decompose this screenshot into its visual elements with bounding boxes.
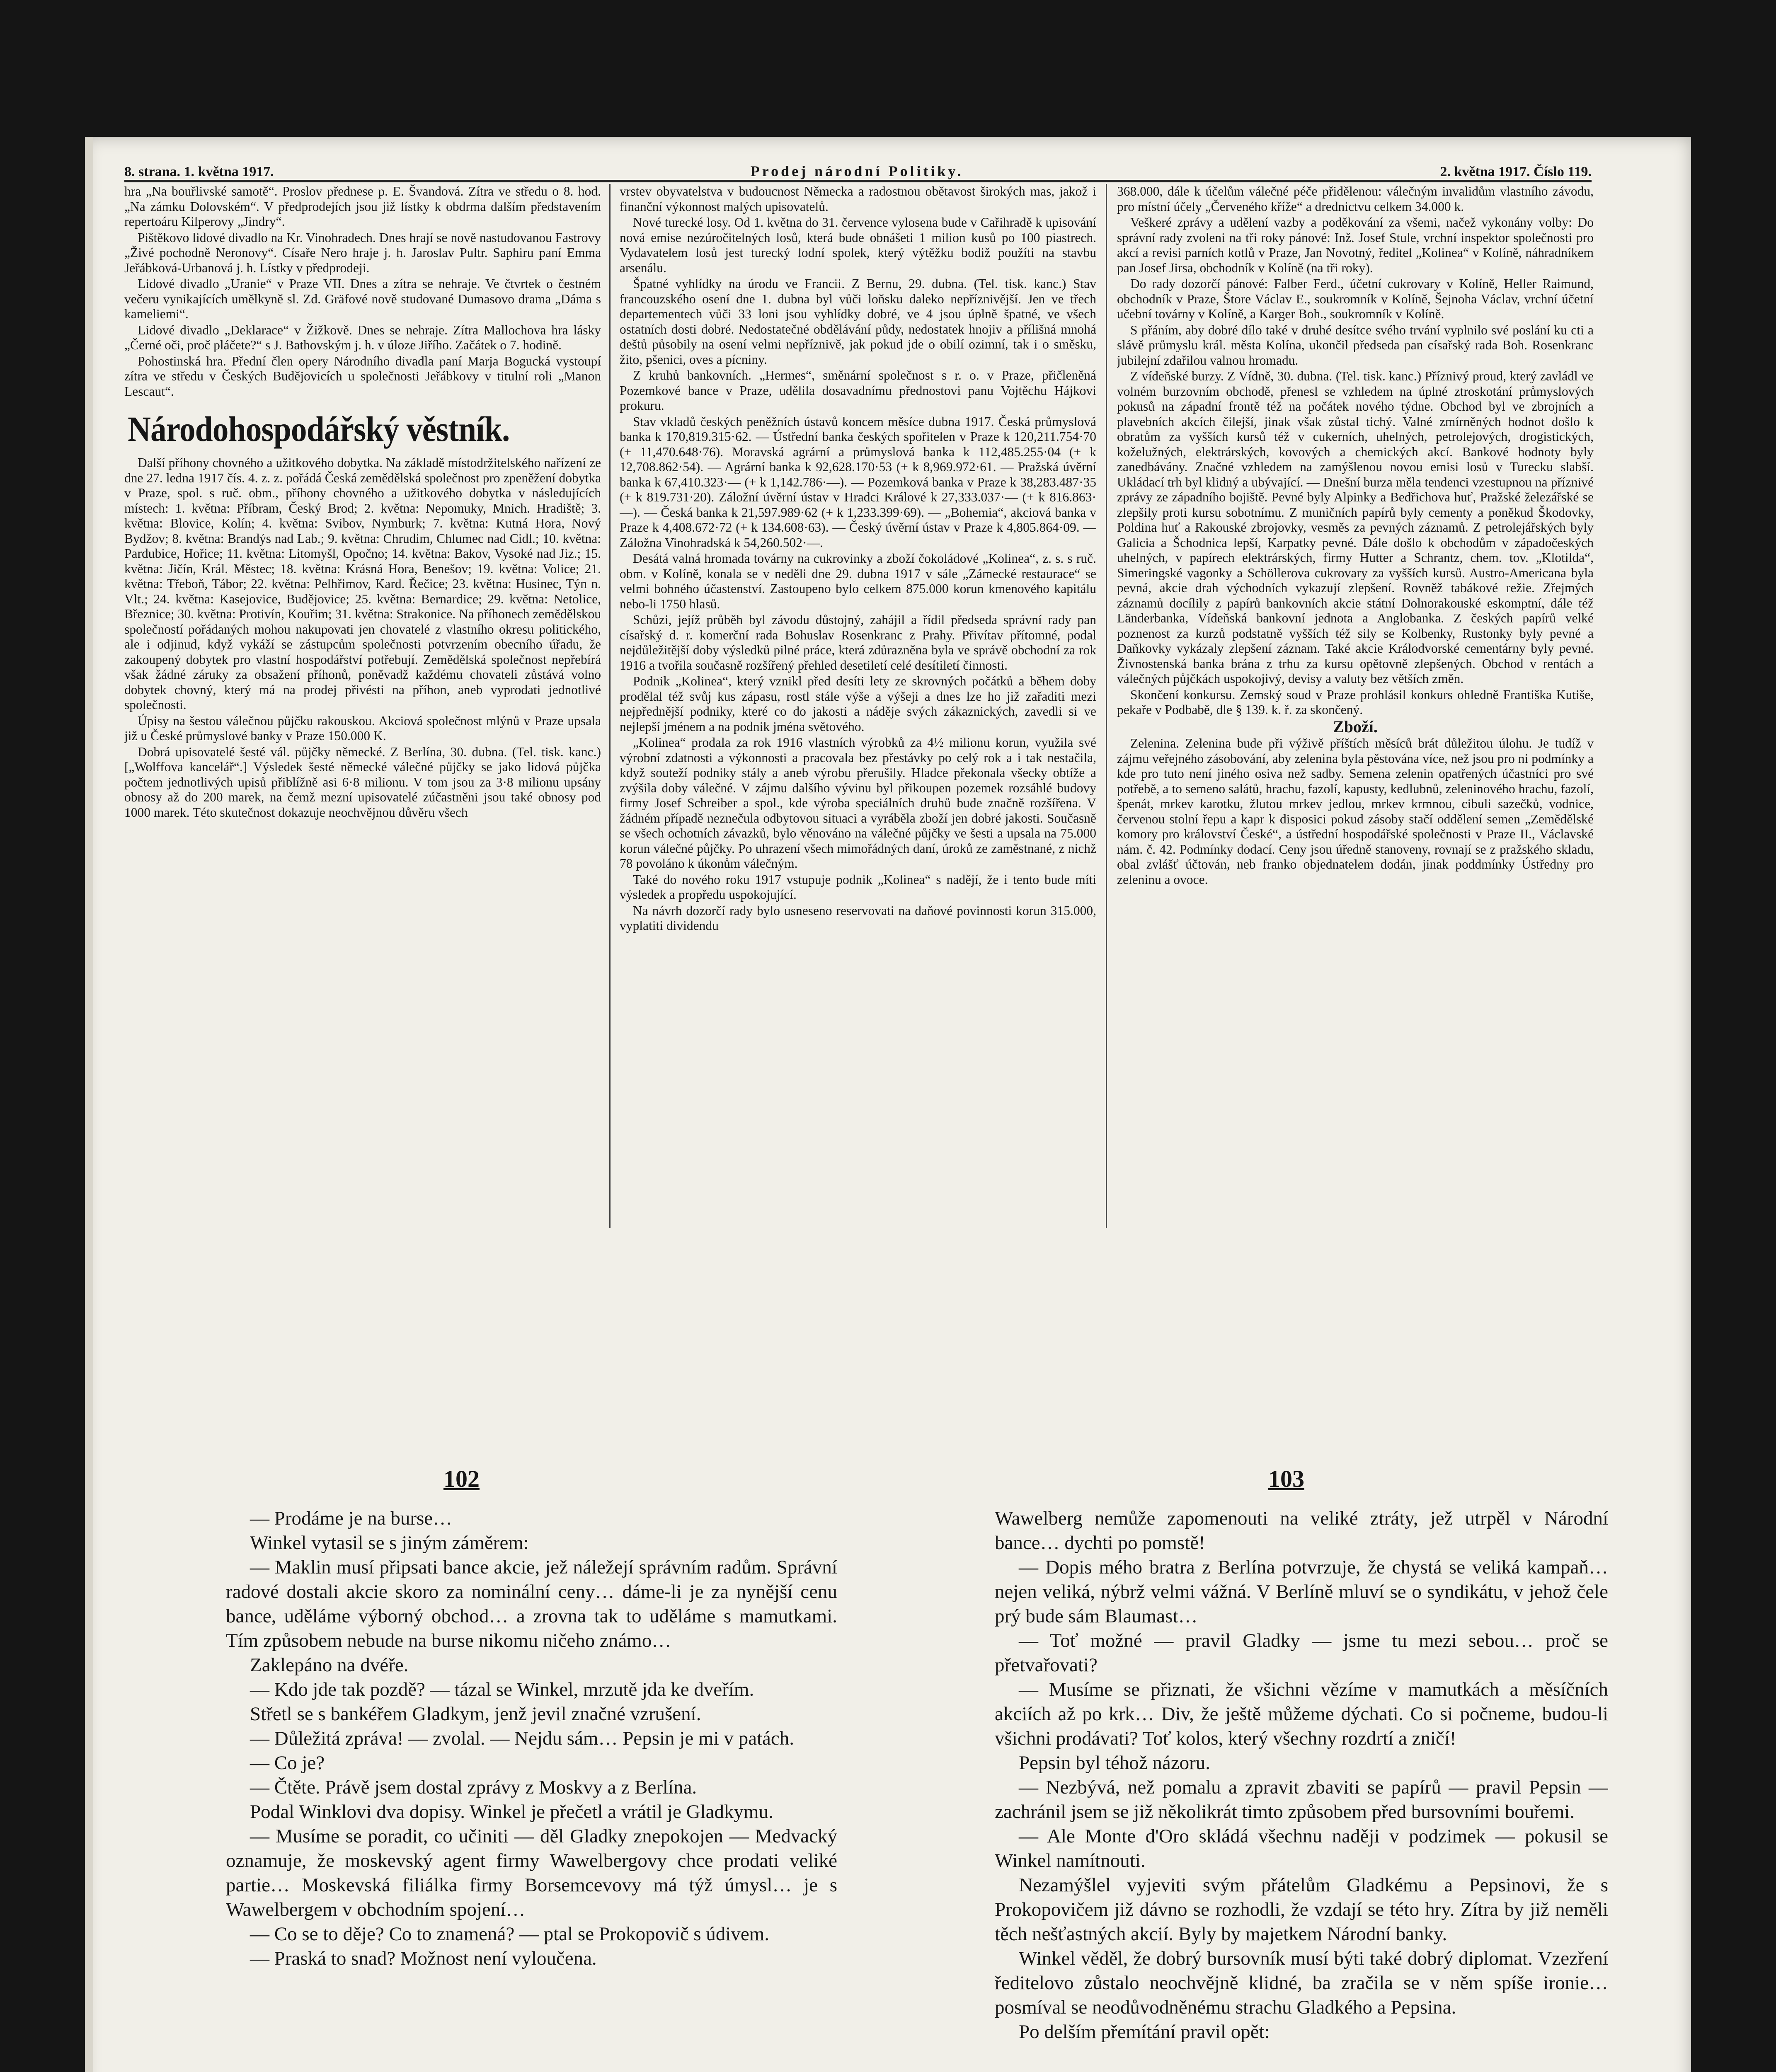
newspaper-column-3 [1117, 184, 1594, 1245]
article-paragraph: Skončení konkursu. Zemský soud v Praze prohlásil konkurs ohledně Františka Kutiše, pekaře v Podbabě, dle § 139. k. ř. za skončený. [1117, 687, 1594, 717]
novel-paragraph: Wawelberg nemůže zapomenouti na veliké ztráty, jež utrpěl v Národní bance… dychti po pomstě! [995, 1508, 1608, 1554]
article-paragraph: Dobrá upisovatelé šesté vál. půjčky německé. Z Berlína, 30. dubna. (Tel. tisk. kanc.) [„Wolffova kancelář“.] Výsledek šesté německé válečné půjčky se jako lidová půjčka počtem jednotlivých upisů přiblížně asi 6·8 milionu. V tom jsou za 3·8 milionu upsány obnosy až do 200 marek, na čemž mezní upisovatelé zúčastněni jsou také obnosy pod 1000 marek. Této skutečnost dokazuje neochvějnou důvěru všech [124, 744, 601, 820]
novel-paragraph: Pepsin byl téhož názoru. [1019, 1752, 1211, 1774]
novel-paragraph: — Prodáme je na burse… [250, 1508, 453, 1529]
newspaper-column-1 [124, 184, 601, 1245]
header-right: 2. května 1917. Číslo 119. [1440, 164, 1592, 179]
novel-paragraph: — Toť možné — pravil Gladky — jsme tu mezi sebou… proč se přetvařovati? [995, 1630, 1608, 1676]
article-paragraph: Z kruhů bankovních. „Hermes“, směnární společnost s r. o. v Praze, přičleněná Pozemkové bance v Praze, udělila dosavadnímu přednostovi panu Vojtěchu Hájkovi prokuru. [620, 368, 1096, 413]
article-paragraph: vrstev obyvatelstva v budoucnost Německa a radostnou obětavost širokých mas, jakož i finanční výkonnost malých upisovatelů. [620, 184, 1096, 214]
article-paragraph: Schůzi, jejíž průběh byl závodu důstojný, zahájil a řídil předseda správní rady pan císařský d. r. komerční rada Bohuslav Rosenkranc z Prahy. Přivítav přítomné, podal nejdůležitější doby výsledků pilné práce, která zdůrazněna byla ve správě obchodní za rok 1916 a tvořila současně rozšířený přehled desetiletí celé desítiletí činnosti. [620, 612, 1096, 673]
novel-paragraph: Winkel vytasil se s jiným záměrem: [250, 1532, 529, 1554]
article-paragraph: Další příhony chovného a užitkového dobytka. Na základě místodržitelského nařízení ze dne 27. ledna 1917 čís. 4. z. z. pořádá Česká zemědělská společnost pro zpeněžení dobytka v Praze, spol. s ruč. obm., příhony chovného a užitkového dobytka v následujících místech: 1. května: Příbram, Český Brod; 2. května: Nepomuky, Mnich. Hradiště; 3. května: Blovice, Kolín; 4. května: Svibov, Nymburk; 7. května: Kutná Hora, Nový Bydžov; 8. května: Brandýs nad Lab.; 9. května: Chrudim, Chlumec nad Cidl.; 10. května: Pardubice, Hořice; 11. května: Litomyšl, Opočno; 14. května: Bakov, Vysoké nad Jiz.; 15. května: Jičín, Král. Městec; 18. května: Krásná Hora, Benešov; 19. května: Volice; 21. května: Třeboň, Tábor; 22. května: Pelhřimov, Kard. Řečice; 23. května: Husinec, Týn n. Vlt.; 24. května: Kasejovice, Budějovice; 25. května: Bernardice; 29. května: Netolice, Březnice; 30. května: Protivín, Kouřim; 31. května: Strakonice. Na příhonech zemědělskou společností pořádaných mohou nakupovati jen chovatelé z vlastního okresu politického, ale i odjinud, když vykáží se zástupcům společnosti potvrzením obecního úřadu, že zakoupený dobytek pro vlastní hospodářství potřebují. Zemědělská společnost nepřebírá však žádné záruky za obsažení příhonů, poněvadž každému chovateli zůstává volno dobytek chovný, který má na prodej přivésti na příhon, aneb vyprodati jednotlivé společnosti. [124, 455, 601, 712]
novel-paragraph: Po delším přemítání pravil opět: [1019, 2021, 1270, 2043]
article-paragraph: Na návrh dozorčí rady bylo usneseno reservovati na daňové povinnosti korun 315.000, vyplatiti dividendu [620, 903, 1096, 933]
article-paragraph: Lidové divadlo „Uranie“ v Praze VII. Dnes a zítra se nehraje. Ve čtvrtek o čestném večeru vynikajících umělkyně sl. Zd. Gräfové nově studované Dumasovo drama „Dáma s kameliemi“. [124, 276, 601, 321]
novel-paragraph: — Dopis mého bratra z Berlína potvrzuje, že chystá se veliká kampaň… nejen veliká, nýbrž velmi vážná. V Berlíně mluví se o syndikátu, v jehož čele prý bude sám Blaumast… [995, 1556, 1608, 1627]
novel-paragraph: — Co je? [250, 1752, 325, 1774]
novel-page-left [226, 1506, 837, 2072]
page-number-right: 103 [1268, 1465, 1304, 1492]
novel-paragraph: — Musíme se poradit, co učiniti — děl Gladky znepokojen — Medvacký oznamuje, že moskevský agent firmy Wawelbergovy chce prodati veliké partie… Moskevská filiálka firmy Borsemcevovy má týž úmysl… je s Wawelbergem v obchodním spojení… [226, 1825, 837, 1920]
novel-paragraph: — Co se to děje? Co to znamená? — ptal se Prokopovič s údivem. [250, 1923, 770, 1945]
article-paragraph: S přáním, aby dobré dílo také v druhé desítce svého trvání vyplnilo své poslání ku cti a slávě průmyslu král. města Kolína, ukončil předseda pan císařský rada Boh. Rosenkranc jubilejní zdařilou valnou hromadu. [1117, 322, 1594, 368]
article-paragraph: Úpisy na šestou válečnou půjčku rakouskou. Akciová společnost mlýnů v Praze upsala již u České průmyslové banky v Praze 150.000 K. [124, 713, 601, 743]
article-paragraph: Lidové divadlo „Deklarace“ v Žižkově. Dnes se nehraje. Zítra Mallochova hra lásky „Černé oči, proč pláčete?“ s J. Bathovským j. h. v úloze Jiřího. Začátek o 7. hodině. [124, 322, 601, 352]
article-paragraph: Pištěkovo lidové divadlo na Kr. Vinohradech. Dnes hrají se nově nastudovanou Fastrovy „Živé pochodně Neronovy“. Císaře Nero hraje j. h. Jaroslav Pultr. Saphiru paní Emma Jeřábková-Urbanová j. h. Lístky v předprodeji. [124, 230, 601, 275]
novel-paragraph: — Nezbývá, než pomalu a zpravit zbaviti se papírů — pravil Pepsin — zachránil jsem se již několikrát timto způsobem před bursovními bouřemi. [995, 1777, 1608, 1823]
novel-paragraph: Nezamýšlel vyjeviti svým přátelům Gladkému a Pepsinovi, že s Prokopovičem již dávno se rozhodli, že vzdají se této hry. Zítra by již neměli těch nešťastných akcií. Byly by majetkem Národní banky. [995, 1874, 1608, 1945]
novel-paragraph: Střetl se s bankéřem Gladkym, jenž jevil značné vzrušení. [250, 1703, 701, 1725]
article-paragraph: Do rady dozorčí pánové: Falber Ferd., účetní cukrovary v Kolíně, Heller Raimund, obchodník v Praze, Štore Václav E., soukromník v Kolíně, Šejnoha Václav, vrchní účetní učební továrny v Kolíně, a Karger Boh., soukromník v Kolíně. [1117, 276, 1594, 321]
article-paragraph: Podnik „Kolinea“, který vznikl před desíti lety ze skrovných počátků a během doby prodělal též svůj kus zápasu, rostl stále výše a výšeji a dnes lze ho již zařaditi mezi nejpřednější podniky, které co do jakosti a náděje svých zákaznických, zavedli si ve nejlepší jménem a na podnik jména světového. [620, 674, 1096, 734]
novel-paragraph: Winkel věděl, že dobrý bursovník musí býti také dobrý diplomat. Vzezření ředitelovo zůstalo neochvějně klidné, ba zračila se v něm spíše ironie… posmíval se neodůvodněnému strachu Gladkého a Pepsina. [995, 1948, 1608, 2018]
article-paragraph: Nové turecké losy. Od 1. května do 31. července vylosena bude v Cařihradě k upisování nová emise nezúročitelných losů, která bude obnášeti 1 milion kusů po 100 piastrech. Vydavatelem losů jest turecký lodní spolek, který výtěžku bodiž použíti na stavbu arsenálu. [620, 215, 1096, 275]
header-left: 8. strana. 1. května 1917. [124, 164, 274, 179]
article-paragraph: Špatné vyhlídky na úrodu ve Francii. Z Bernu, 29. dubna. (Tel. tisk. kanc.) Stav francouzského osení dne 1. dubna byl vůči loňsku daleko nepříznivější. Jen ve třech departementech vůči 33 loni jsou vyhlídky dobré, ve 4 jsou úplně špatné, ve všech ostatních dosti dobré. Nedostatečné obdělávání půdy, nedostatek hnojiv a přílišná mnohá deštů působily na osení velmi nepříznivě, jak pokud jde o obilí ozimní, tak i o směsku, žito, pšenici, oves a pícniny. [620, 276, 1096, 367]
article-paragraph: Stav vkladů českých peněžních ústavů koncem měsíce dubna 1917. Česká průmyslová banka k 170,819.315·62. — Ústřední banka českých spořitelen v Praze k 120,211.754·70 (+ 11,470.648·76). Moravská agrární a průmyslová banka k 112,485.255·04 (+ k 12,708.862·54). — Agrární banka k 92,628.170·53 (+ k 8,969.972·61. — Pražská úvěrní banka k 67,410.323·— (+ k 1,142.786·—). — Pozemková banka v Praze k 38,283.487·35 (+ k 819.731·20). Záložní úvěrní ústav v Hradci Králové k 27,333.037·— (+ k 816.863·—). — Česká banka k 21,597.989·62 (+ k 1,233.399·69). — „Bohemia“, akciová banka v Praze k 4,408.672·72 (+ k 134.608·63). — Český úvěrní ústav v Praze k 4,805.864·09. — Záložna Vinohradská k 54,260.502·—. [620, 414, 1096, 550]
article-paragraph: Pohostinská hra. Přední člen opery Národního divadla paní Marja Bogucká vystoupí zítra ve středu v Českých Budějovicích u společnosti Jeřábkovy v titulní roli „Manon Lescaut“. [124, 353, 601, 399]
header-title: Prodej národní Politiky. [750, 163, 964, 179]
article-paragraph: Z vídeňské burzy. Z Vídně, 30. dubna. (Tel. tisk. kanc.) Příznivý proud, který zavládl ve volném burzovním obchodě, přenesl se vzhledem na úplné ztroskotání průmyslových pokusů na západní frontě též na počátek nového týdne. Obchod byl ve zbrojních a plavebních akcích čilejší, jinak však zůstal tichý. Valné zmírněných hodnot došlo k obratům za vyšších kursů též v cukerních, uhelných, petrolejových, drogistických, koželužných, elektrárských, kovových a chemických akcí. Bankové hodnoty byly zanedbávány. Značné vzhledem na zamýšlenou novou emisi losů v Turecku slabší. Ukládací trh byl klidný a ubývající. — Dnešní burza měla tendenci vzestupnou na příznivé zprávy ze západního bojiště. Pevné byly Alpinky a Bedřichova huť, Pražské železářské se zlepšily proti kursu sobotnímu. Z muničních papírů byly cementy a poněkud Škodovky, Poldina huť a Rakouské zbrojovky, vesměs za pevných záznamů. Z petrolejářských byly Galicia a Šchodnica lepší, Karpatky pevné. Dále došlo k obchodům v západočeských uhelných, v papírech elektrárských, firmy Hutter a Schrantz, chem. tov. „Klotilda“, Simeringské vagonky a Schöllerova cukrovary za vyšších kursů. Austro-Americana byla pevná, akcie drah východních vykazují zlepšení. Rovněž tabákové režie. Zřejmých záznamů docílily z papírů bankovních akcie státní Dolnorakouské eskomptní, dále též Länderbanka, Vídeňská bankovní jednota a Anglobanka. Z českých papírů velké poznenost za kurzů podstatně vyšších též sily se Kolbenky, Rustonky byly pevné a Daňkovky vykázaly zlepšení záznam. Také akcie Králodvorské cementárny byly pevné. Živnostenská banka brána z trhu za kursu opětovně zlepšených. Obchod v rentách a válečných půjčkách uspokojivý, devisy a valuty bez větších změn. [1117, 369, 1594, 686]
novel-paragraph: — Ale Monte d'Oro skládá všechnu naději v podzimek — pokusil se Winkel namítnouti. [995, 1825, 1608, 1871]
sheet-edge [85, 137, 93, 2072]
novel-paragraph: — Musíme se přiznati, že všichni vězíme v mamutkách a měsíčních akciích až po krk… Div, že ještě můžeme dýchati. Co si počneme, budou-li všichni prodávati? Toť kolos, který všechny rozdrtí a zničí! [995, 1679, 1608, 1749]
novel-paragraph: — Praská to snad? Možnost není vyloučena. [250, 1948, 597, 1969]
novel-paragraph: — Čtěte. Právě jsem dostal zprávy z Moskvy a z Berlína. [250, 1777, 697, 1798]
section-heading: Národohospodářský věstník. [128, 409, 510, 449]
page-number-left: 102 [443, 1465, 480, 1492]
article-paragraph: hra „Na bouřlivské samotě“. Proslov přednese p. E. Švandová. Zítra ve středu o 8. hod. „Na zámku Dolovském“. V předprodejích jsou již lístky k obdrma dalším představením repertoáru Kilperovy „Jindry“. [124, 184, 601, 229]
column-divider [1106, 184, 1107, 1228]
column-divider [609, 184, 611, 1228]
article-paragraph: 368.000, dále k účelům válečné péče přidělenou: válečným invalidům vlastního závodu, pro místní účely „Červeného kříže“ a drednictvu celkem 34.000 k. [1117, 184, 1594, 214]
article-paragraph: Zelenina. Zelenina bude při výživě příštích měsíců brát důležitou úlohu. Je tudíž v zájmu veřejného zásobování, aby zelenina byla pěstována více, než jsou pro ni podmínky a kde pro tuto není jiného osiva než sadby. Semena zelenin opatřených účastníci pro své potřebě, a to semeno salátů, hrachu, fazolí, kapusty, kedlubnů, zeleninového hrachu, fazolí, špenát, mrkev karotku, žlutou mrkev jedlou, mrkev krmnou, cibuli sazečků, vodnice, červenou stolní řepu a kapr k disposici pokud zásoby stačí oddělení semen „Zemědělské komory pro království České“, a ústřední hospodářské společnosti v Praze II., Václavské nám. č. 42. Podmínky dodací. Ceny jsou úředně stanoveny, rovnají se z pražského skladu, obal zvlášť účtován, neb franko objednatelem dodán, jinak poddmínky Ústředny pro zeleninu a ovoce. [1117, 736, 1594, 887]
article-paragraph: Veškeré zprávy a udělení vazby a poděkování za všemi, načež vykonány volby: Do správní rady zvoleni na tři roky pánové: Inž. Josef Stule, vrchní inspektor společnosti pro akcí a revisi parních kotlů v Praze, Jan Novotný, ředitel „Kolinea“ v Kolíně, náhradníkem pan Josef Jirsa, obchodník v Kolíně (na tři roky). [1117, 215, 1594, 275]
newspaper-column-2 [620, 184, 1096, 1245]
novel-paragraph: — Maklin musí připsati bance akcie, jež náležejí správním radům. Správní radové dostali akcie skoro za nominální ceny… dáme-li je za nynější cenu bance, uděláme výborný obchod… a zrovna tak to uděláme s mamutkami. Tím způsobem nebude na burse nikomu ničeho známo… [226, 1556, 837, 1651]
article-paragraph: Také do nového roku 1917 vstupuje podnik „Kolinea“ s nadějí, že i tento bude míti výsledek a propředu uspokojující. [620, 872, 1096, 902]
novel-page-right [995, 1506, 1608, 2072]
novel-paragraph: Zaklepáno na dvéře. [250, 1654, 409, 1676]
article-paragraph: Desátá valná hromada továrny na cukrovinky a zboží čokoládové „Kolinea“, z. s. s ruč. obm. v Kolíně, konala se v neděli dne 29. dubna 1917 v sále „Zámecké restaurace“ se velmi bohného účastenství. Zastoupeno bylo celkem 875.000 korun kmenového kapitálu nebo-li 1750 hlasů. [620, 551, 1096, 611]
novel-paragraph: — Kdo jde tak pozdě? — tázal se Winkel, mrzutě jda ke dveřím. [250, 1679, 754, 1700]
section-heading: Zboží. [1333, 717, 1378, 736]
novel-paragraph: — Důležitá zpráva! — zvolal. — Nejdu sám… Pepsin je mi v patách. [250, 1728, 795, 1749]
novel-paragraph: Podal Winklovi dva dopisy. Winkel je přečetl a vrátil je Gladkymu. [250, 1801, 773, 1823]
article-paragraph: „Kolinea“ prodala za rok 1916 vlastních výrobků za 4½ milionu korun, využila své výrobní zdatnosti a výkonnosti a pracovala bez přestávky po celý rok a i tak nestačila, když souteží podniky stály a aneb výrobu přerušily. Hladce překonala všecky obtíže a zvýšila doby válečné. V zájmu dalšího vývinu byl přikoupen pozemek rozsáhlé budovy firmy Josef Schreiber a spol., kde výroba speciálních druhů bude značně rozšířena. V žádném případě neznečula odbytovou situaci a vyráběla zboží jen dobré jakosti. Současně se všech ochotních závazků, bylo věnováno na válečné půjčky ve šesti a upsala na 75.000 korun válečné půjčky. Po uhrazení všech mimořádných daní, úroků ze zaměstnané, z nichž 78 povoláno k úkonům válečným. [620, 735, 1096, 871]
newspaper-header [124, 161, 1592, 182]
